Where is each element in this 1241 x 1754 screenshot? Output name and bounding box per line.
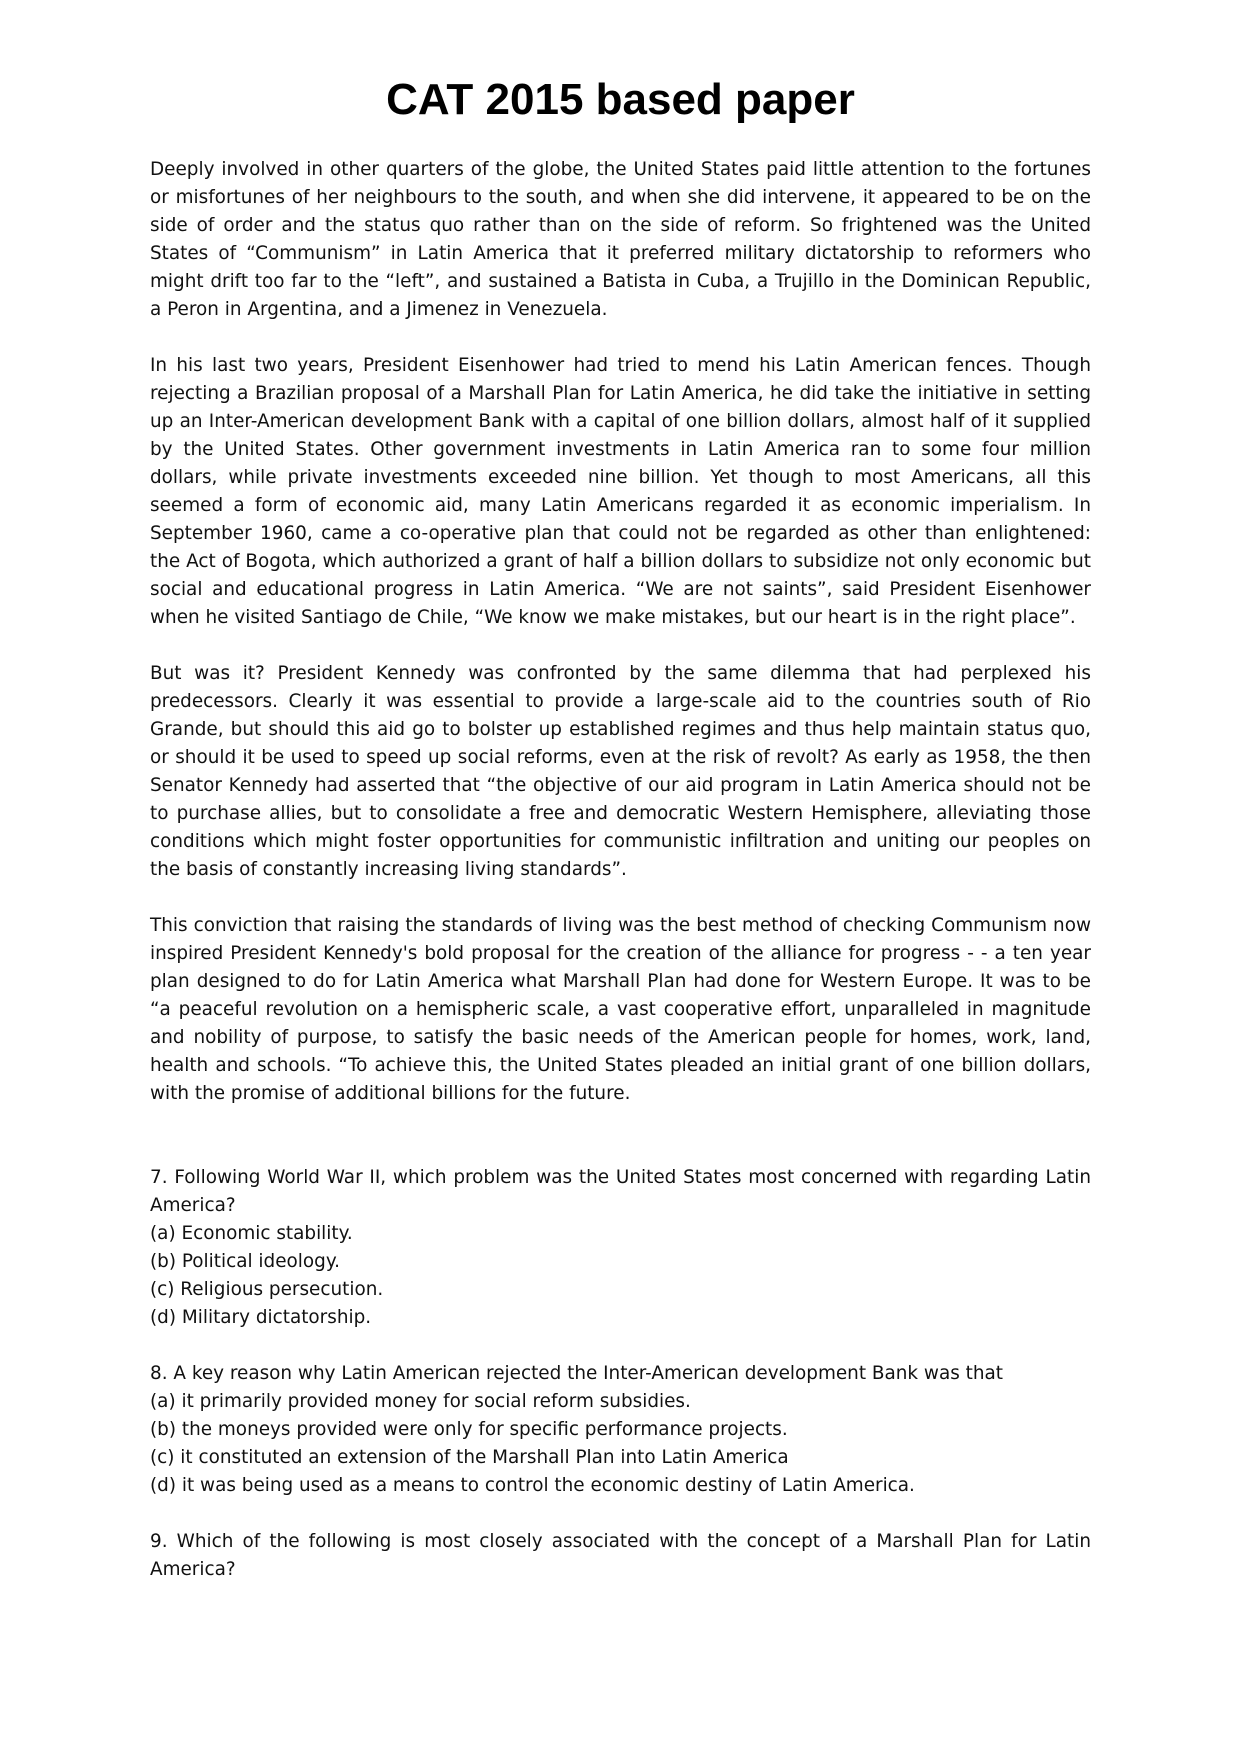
question-stem: 9. Which of the following is most closely associated with the concept of a Marshall Plan for Latin America? xyxy=(150,1531,1091,1580)
question-option: (d) Military dictatorship. xyxy=(150,1307,372,1328)
spacer xyxy=(150,632,1091,660)
question-option: (a) it primarily provided money for social reform subsidies. xyxy=(150,1391,691,1412)
spacer xyxy=(150,1500,1091,1528)
question-stem: 7. Following World War II, which problem was the United States most concerned with regarding Latin America? xyxy=(150,1167,1091,1216)
passage-paragraph-1: Deeply involved in other quarters of the globe, the United States paid little attention to the fortunes or misfortunes of her neighbours to the south, and when she did intervene, it appeared to be on the side of order and the status quo rather than on the side of reform. So frightened was the United States of “Communism” in Latin America that it preferred military dictatorship to reformers who might drift too far to the “left”, and sustained a Batista in Cuba, a Trujillo in the Dominican Republic, a Peron in Argentina, and a Jimenez in Venezuela. xyxy=(150,159,1091,320)
spacer xyxy=(150,1108,1091,1164)
question-8 xyxy=(150,1360,1091,1500)
question-option: (d) it was being used as a means to control the economic destiny of Latin America. xyxy=(150,1475,915,1496)
question-stem: 8. A key reason why Latin American rejected the Inter-American development Bank was that xyxy=(150,1363,1004,1384)
spacer xyxy=(150,324,1091,352)
question-9 xyxy=(150,1528,1091,1584)
question-option: (b) the moneys provided were only for specific performance projects. xyxy=(150,1419,788,1440)
spacer xyxy=(150,884,1091,912)
question-option: (c) it constituted an extension of the Marshall Plan into Latin America xyxy=(150,1447,789,1468)
passage-paragraph-2: In his last two years, President Eisenhower had tried to mend his Latin American fences. Though rejecting a Brazilian proposal of a Marshall Plan for Latin America, he did take the initiative in setting up an Inter-American development Bank with a capital of one billion dollars, almost half of it supplied by the United States. Other government investments in Latin America ran to some four million dollars, while private investments exceeded nine billion. Yet though to most Americans, all this seemed a form of economic aid, many Latin Americans regarded it as economic imperialism. In September 1960, came a co-operative plan that could not be regarded as other than enlightened: the Act of Bogota, which authorized a grant of half a billion dollars to subsidize not only economic but social and educational progress in Latin America. “We are not saints”, said President Eisenhower when he visited Santiago de Chile, “We know we make mistakes, but our heart is in the right place”. xyxy=(150,355,1091,628)
question-7 xyxy=(150,1164,1091,1332)
passage-paragraph-4: This conviction that raising the standards of living was the best method of checking Communism now inspired President Kennedy's bold proposal for the creation of the alliance for progress - - a ten year plan designed to do for Latin America what Marshall Plan had done for Western Europe. It was to be “a peaceful revolution on a hemispheric scale, a vast cooperative effort, unparalleled in magnitude and nobility of purpose, to satisfy the basic needs of the American people for homes, work, land, health and schools. “To achieve this, the United States pleaded an initial grant of one billion dollars, with the promise of additional billions for the future. xyxy=(150,915,1091,1104)
document-body xyxy=(150,156,1091,1584)
question-option: (a) Economic stability. xyxy=(150,1223,353,1244)
spacer xyxy=(150,1332,1091,1360)
page-title: CAT 2015 based paper xyxy=(386,75,855,124)
passage-paragraph-3: But was it? President Kennedy was confronted by the same dilemma that had perplexed his predecessors. Clearly it was essential to provide a large-scale aid to the countries south of Rio Grande, but should this aid go to bolster up established regimes and thus help maintain status quo, or should it be used to speed up social reforms, even at the risk of revolt? As early as 1958, the then Senator Kennedy had asserted that “the objective of our aid program in Latin America should not be to purchase allies, but to consolidate a free and democratic Western Hemisphere, alleviating those conditions which might foster opportunities for communistic infiltration and uniting our peoples on the basis of constantly increasing living standards”. xyxy=(150,663,1091,880)
question-option: (c) Religious persecution. xyxy=(150,1279,384,1300)
question-option: (b) Political ideology. xyxy=(150,1251,340,1272)
